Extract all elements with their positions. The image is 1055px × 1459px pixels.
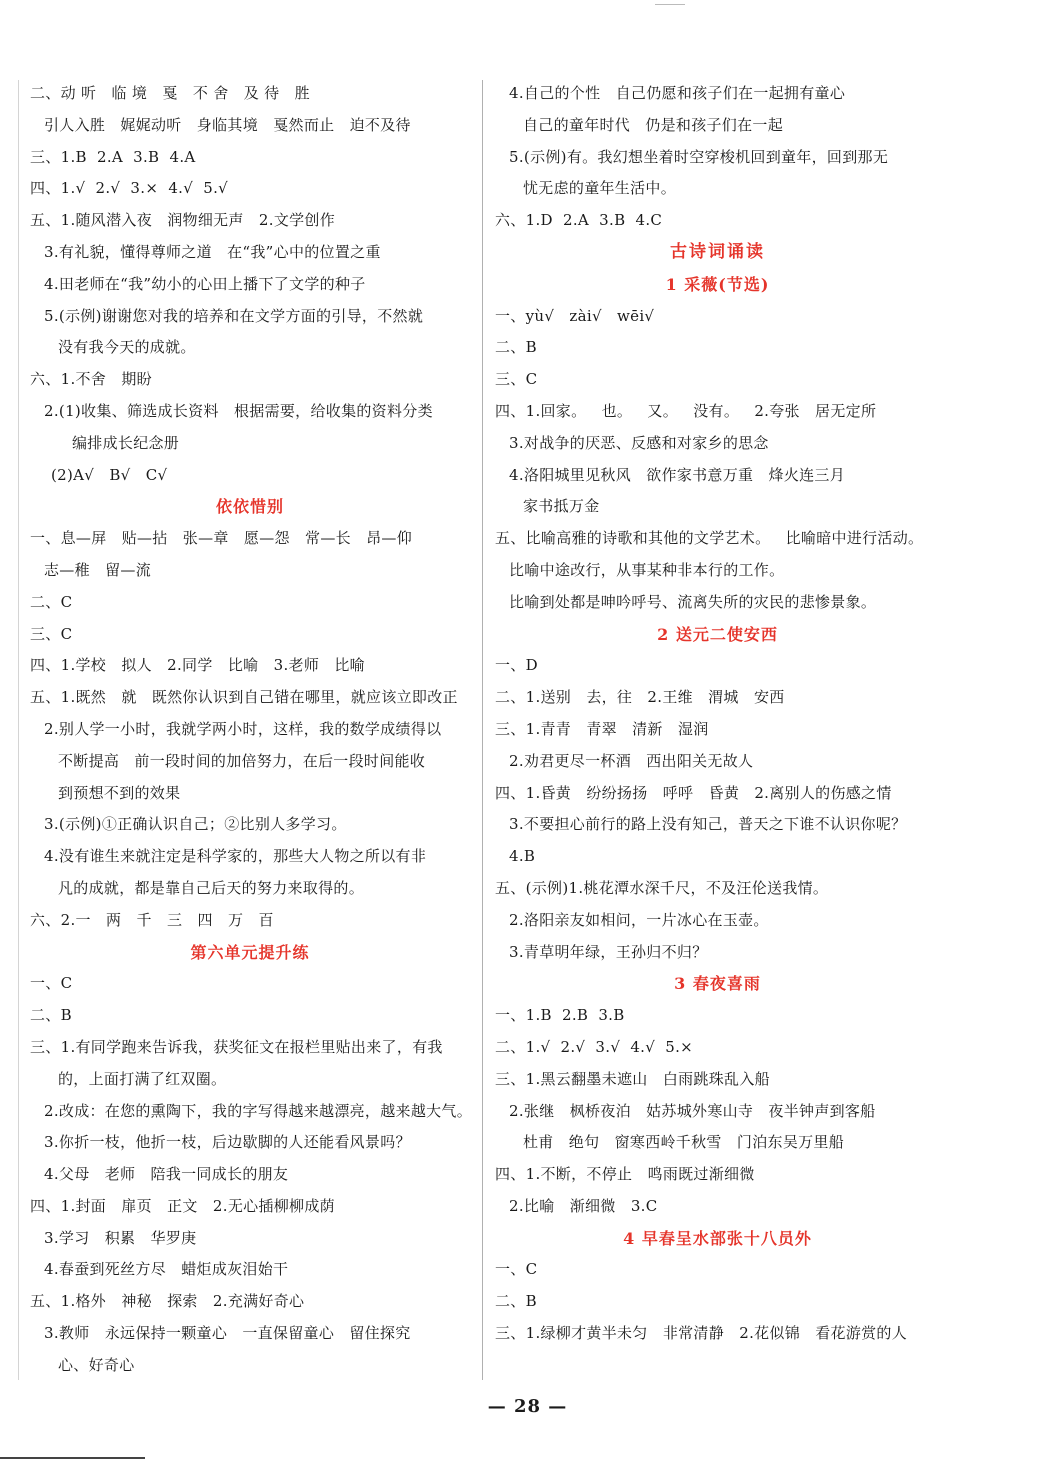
- answer-line: 编排成长纪念册: [72, 433, 180, 452]
- answer-line: 心、好奇心: [58, 1355, 135, 1374]
- answer-line: 三、1.有同学跑来告诉我，获奖征文在报栏里贴出来了，有我: [30, 1037, 443, 1056]
- answer-line: 六、1.D 2.A 3.B 4.C: [495, 211, 663, 230]
- answer-line: 3.有礼貌，懂得尊师之道 在“我”心中的位置之重: [44, 242, 381, 261]
- answer-line: 3.不要担心前行的路上没有知己，普天之下谁不认识你呢？: [509, 815, 907, 834]
- answer-line: 4.B: [509, 847, 536, 866]
- answer-line: 不断提高 前一段时间的加倍努力，在后一段时间能收: [58, 751, 426, 770]
- left-margin-rule: [18, 80, 19, 1380]
- answer-line: 五、1.格外 神秘 探索 2.充满好奇心: [30, 1292, 305, 1311]
- answer-line: 4.父母 老师 陪我一同成长的朋友: [44, 1165, 289, 1184]
- section-heading: 依依惜别: [215, 497, 284, 517]
- answer-line: 四、1.封面 扉页 正文 2.无心插柳柳成荫: [30, 1196, 335, 1215]
- answer-line: 4.自己的个性 自己仍愿和孩子们在一起拥有童心: [509, 84, 846, 102]
- answer-line: 二、1.√ 2.√ 3.√ 4.√ 5.×: [495, 1037, 694, 1056]
- answer-line: 3.(示例)①正确认识自己；②比别人多学习。: [44, 815, 347, 834]
- section-heading: 古诗词诵读: [670, 241, 765, 262]
- answer-line: 三、1.青青 青翠 清新 湿润: [495, 719, 709, 738]
- answer-line: 2.别人学一小时，我就学两小时，这样，我的数学成绩得以: [44, 719, 442, 738]
- answer-line: 2.比喻 渐细微 3.C: [509, 1196, 658, 1215]
- answer-line: 五、1.既然 就 既然你认识到自己错在哪里，就应该立即改正: [30, 688, 458, 707]
- answer-line: 4.没有谁生来就注定是科学家的，那些大人物之所以有非: [44, 847, 427, 866]
- section-heading: 1 采薇(节选): [665, 274, 770, 294]
- top-mark: [655, 4, 685, 5]
- answer-line: 五、比喻高雅的诗歌和其他的文学艺术。 比喻暗中进行活动。: [495, 529, 924, 548]
- answer-line: 二、1.送别 去，往 2.王维 渭城 安西: [495, 688, 785, 707]
- answer-line: 自己的童年时代 仍是和孩子们在一起: [523, 115, 784, 134]
- answer-line: 三、1.B 2.A 3.B 4.A: [30, 147, 196, 166]
- section-heading: 第六单元提升练: [190, 942, 310, 962]
- answer-line: 一、D: [495, 656, 538, 675]
- answer-line: 六、2.一 两 千 三 四 万 百: [30, 910, 274, 929]
- answer-line: 四、1.√ 2.√ 3.× 4.√ 5.√: [30, 179, 229, 198]
- answer-line: 3.青草明年绿，王孙归不归？: [509, 942, 708, 961]
- answer-line: 4.洛阳城里见秋风 欲作家书意万重 烽火连三月: [509, 465, 846, 484]
- left-column: [30, 78, 473, 1382]
- answer-line: 3.你折一枝，他折一枝，后边歇脚的人还能看风景吗？: [44, 1133, 411, 1152]
- answer-line: 的，上面打满了红双圈。: [58, 1069, 227, 1088]
- answer-line: 3.学习 积累 华罗庚: [44, 1228, 197, 1247]
- answer-line: 二、B: [495, 338, 537, 357]
- answer-line: 杜甫 绝句 窗寒西岭千秋雪 门泊东吴万里船: [523, 1133, 845, 1152]
- answer-line: 忧无虑的童年生活中。: [523, 179, 677, 198]
- answer-line: 5.(示例)谢谢您对我的培养和在文学方面的引导，不然就: [44, 306, 424, 325]
- answer-line: 3.对战争的厌恶、反感和对家乡的思念: [509, 433, 769, 452]
- answer-line: 三、C: [30, 624, 73, 643]
- answer-line: 凡的成就，都是靠自己后天的努力来取得的。: [58, 878, 365, 897]
- answer-line: 引人入胜 娓娓动听 身临其境 戛然而止 迫不及待: [44, 115, 411, 134]
- answer-line: 到预想不到的效果: [58, 783, 181, 802]
- answer-line: 3.教师 永远保持一颗童心 一直保留童心 留住探究: [44, 1324, 411, 1343]
- answer-line: (2)A√ B√ C√: [51, 465, 168, 484]
- answer-line: 五、1.随风潜入夜 润物细无声 2.文学创作: [30, 211, 336, 230]
- answer-line: 比喻中途改行，从事某种非本行的工作。: [509, 560, 785, 579]
- answer-line: 2.改成：在您的熏陶下，我的字写得越来越漂亮，越来越大气。: [44, 1101, 473, 1120]
- answer-line: 4.田老师在“我”幼小的心田上播下了文学的种子: [44, 274, 366, 293]
- column-divider: [482, 80, 483, 1380]
- answer-line: 二、B: [495, 1292, 537, 1311]
- page-number: — 28 —: [487, 1396, 568, 1417]
- answer-line: 4.春蚕到死丝方尽 蜡炬成灰泪始干: [44, 1260, 289, 1279]
- answer-line: 五、(示例)1.桃花潭水深千尺，不及汪伦送我情。: [495, 878, 829, 897]
- answer-line: 2.洛阳亲友如相问，一片冰心在玉壶。: [509, 910, 769, 929]
- answer-line: 一、1.B 2.B 3.B: [495, 1006, 625, 1025]
- answer-line: 四、1.不断，不停止 鸣雨既过渐细微: [495, 1165, 755, 1184]
- section-heading: 4 早春呈水部张十八员外: [623, 1228, 812, 1248]
- answer-line: 一、C: [495, 1260, 538, 1279]
- answer-line: 三、1.黑云翻墨未遮山 白雨跳珠乱入船: [495, 1069, 770, 1088]
- right-column: [495, 78, 940, 1350]
- section-heading: 2 送元二使安西: [657, 624, 778, 644]
- answer-line: 2.(1)收集、筛选成长资料 根据需要，给收集的资料分类: [44, 401, 433, 420]
- section-heading: 3 春夜喜雨: [674, 974, 761, 994]
- answer-line: 2.张继 枫桥夜泊 姑苏城外寒山寺 夜半钟声到客船: [509, 1101, 876, 1120]
- answer-line: 三、1.绿柳才黄半未匀 非常清静 2.花似锦 看花游赏的人: [495, 1324, 908, 1343]
- answer-line: 三、C: [495, 370, 538, 389]
- answer-line: 比喻到处都是呻吟呼号、流离失所的灾民的悲惨景象。: [509, 592, 877, 611]
- answer-line: 二、C: [30, 592, 73, 611]
- answer-line: 二、B: [30, 1006, 72, 1025]
- answer-line: 六、1.不舍 期盼: [30, 370, 152, 389]
- answer-line: 没有我今天的成就。: [58, 338, 196, 357]
- answer-line: 一、yù√ zài√ wēi√: [495, 306, 655, 325]
- answer-line: 2.劝君更尽一杯酒 西出阳关无故人: [509, 751, 754, 770]
- answer-line: 四、1.回家。 也。 又。 没有。 2.夸张 居无定所: [495, 401, 877, 420]
- answer-line: 5.(示例)有。我幻想坐着时空穿梭机回到童年，回到那无: [509, 147, 889, 166]
- answer-line: 志—稚 留—流: [44, 560, 152, 579]
- answer-line: 一、C: [30, 974, 73, 993]
- answer-line: 一、息—屏 贴—拈 张—章 愿—怨 常—长 昂—仰: [30, 529, 413, 548]
- answer-line: 二、动 听 临 境 戛 不 舍 及 待 胜: [30, 84, 310, 102]
- answer-line: 四、1.昏黄 纷纷扬扬 呼呼 昏黄 2.离别人的伤感之情: [495, 783, 892, 802]
- answer-line: 家书抵万金: [523, 497, 600, 516]
- answer-line: 四、1.学校 拟人 2.同学 比喻 3.老师 比喻: [30, 656, 365, 675]
